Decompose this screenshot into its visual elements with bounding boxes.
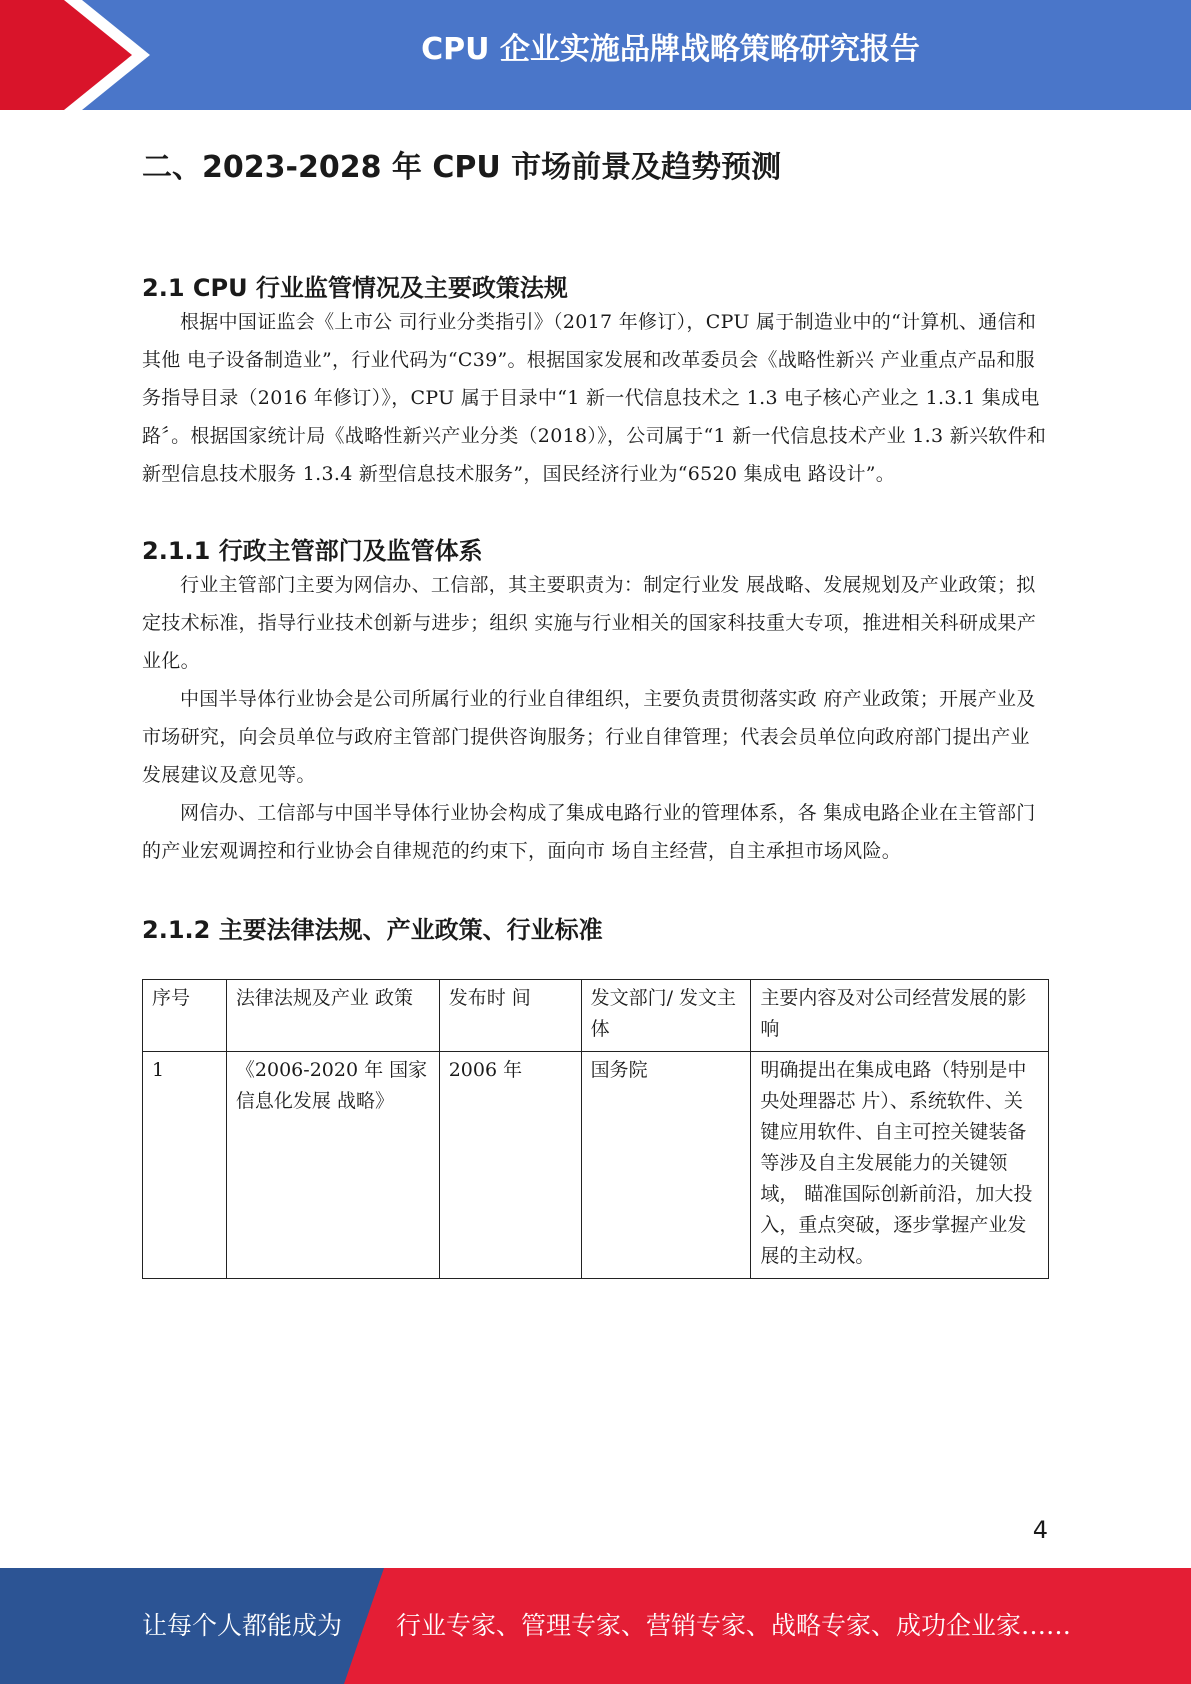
- subsection-heading-2-1: 2.1 CPU 行业监管情况及主要政策法规: [142, 274, 568, 302]
- footer-banner: [0, 1568, 1191, 1684]
- table-header-cell: 法律法规及产业 政策: [226, 980, 439, 1052]
- table-header-cell: 主要内容及对公司经营发展的影响: [751, 980, 1049, 1052]
- page-number: 4: [1032, 1516, 1048, 1544]
- table-row: [143, 1052, 1049, 1279]
- table-header-row: [143, 980, 1049, 1052]
- table-header-cell: 发布时 间: [439, 980, 581, 1052]
- header-arrow-decoration: [0, 0, 150, 110]
- table-cell: 1: [143, 1052, 227, 1279]
- laws-policies-table: [142, 979, 1049, 1279]
- paragraph-regulators: 行业主管部门主要为网信办、工信部，其主要职责为：制定行业发 展战略、发展规划及产业政策；拟定技术标准，指导行业技术创新与进步；组织 实施与行业相关的国家科技重大专项，推进相关科研成果产业化。: [142, 574, 1037, 672]
- subsection-heading-2-1-1: 2.1.1 行政主管部门及监管体系: [142, 537, 483, 565]
- table-cell: 国务院: [581, 1052, 751, 1279]
- table-cell: 《2006-2020 年 国家信息化发展 战略》: [226, 1052, 439, 1279]
- paragraph-industry-classification: 根据中国证监会《上市公 司行业分类指引》（2017 年修订），CPU 属于制造业中的“计算机、通信和其他 电子设备制造业”，行业代码为“C39”。根据国家发展和改革委员会《战略性新兴 产业重点产品和服务指导目录（2016 年修订）》，CPU 属于目录中“1 新一代信息技术之 1.3 电子核心产业之 1.3.1 集成电路〞。根据国家统计局《战略性新兴产业分类（2018）》，公司属于“1 新一代信息技术产业 1.3 新兴软件和 新型信息技术服务 1.3.4 新型信息技术服务”，国民经济行业为“6520 集成电 路设计”。: [142, 311, 1047, 485]
- report-title: CPU 企业实施品牌战略策略研究报告: [421, 32, 920, 67]
- table-header-cell: 序号: [143, 980, 227, 1052]
- section-heading: 二、2023-2028 年 CPU 市场前景及趋势预测: [142, 150, 782, 185]
- footer-slogan-left: 让每个人都能成为: [142, 1611, 343, 1640]
- subsection-heading-2-1-2: 2.1.2 主要法律法规、产业政策、行业标准: [142, 916, 603, 944]
- main-content: [142, 130, 1047, 1279]
- table-cell: 2006 年: [439, 1052, 581, 1279]
- paragraph-association: 中国半导体行业协会是公司所属行业的行业自律组织，主要负责贯彻落实政 府产业政策；开展产业及市场研究，向会员单位与政府主管部门提供咨询服务；行业自律管理；代表会员单位向政府部门提出产业发展建议及意见等。: [142, 688, 1036, 786]
- table-header-cell: 发文部门/ 发文主体: [581, 980, 751, 1052]
- table-cell: 明确提出在集成电路（特别是中央处理器芯 片）、系统软件、关键应用软件、自主可控关键装备等涉及自主发展能力的关键领域， 瞄准国际创新前沿，加大投入，重点突破，逐步掌握产业发展的主动权。: [751, 1052, 1049, 1279]
- paragraph-management-system: 网信办、工信部与中国半导体行业协会构成了集成电路行业的管理体系，各 集成电路企业在主管部门的产业宏观调控和行业协会自律规范的约束下，面向市 场自主经营，自主承担市场风险。: [142, 802, 1036, 862]
- footer-slogan-right: 行业专家、管理专家、营销专家、战略专家、成功企业家……: [396, 1611, 1072, 1640]
